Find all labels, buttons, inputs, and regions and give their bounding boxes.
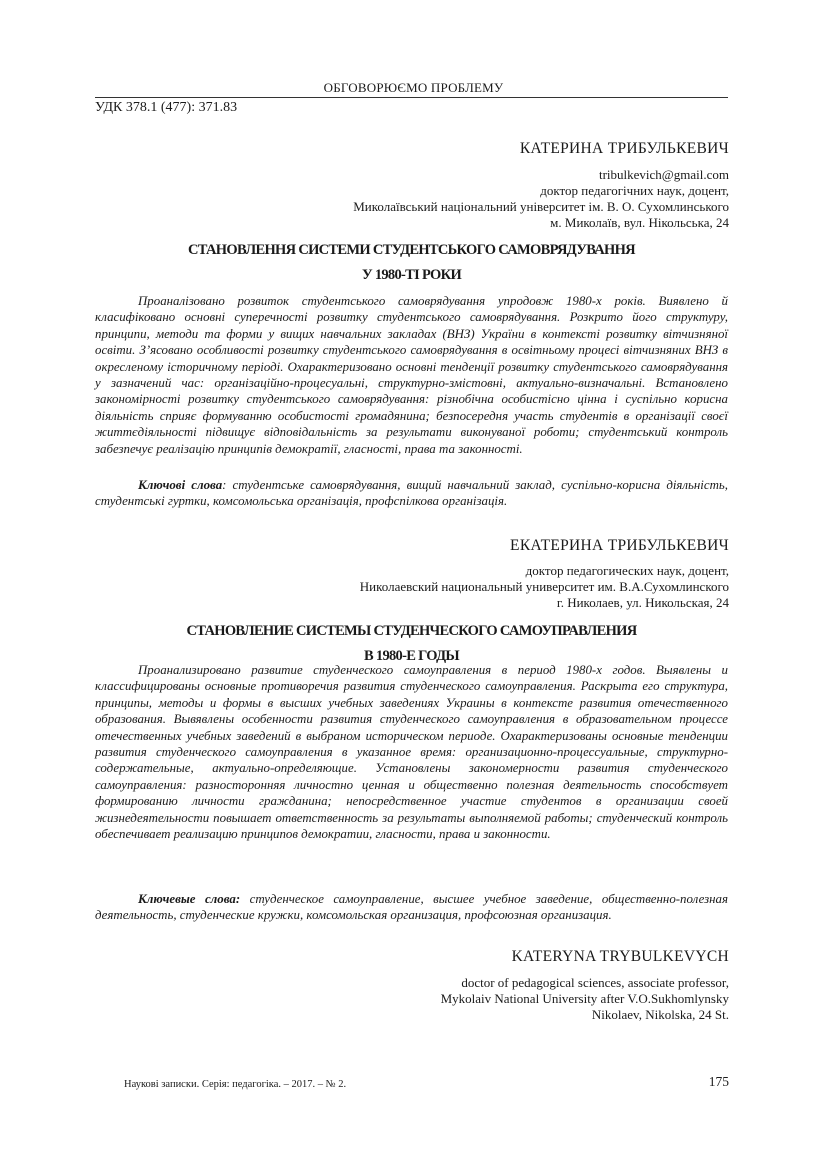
header-divider xyxy=(95,97,728,98)
abstract-uk: Проаналізовано розвиток студентського самоврядування упродовж 1980-х років. Виявлено й класифіковано основні суперечності розвитку студентського самоврядування. Розкрито його структуру, принципи, методи та форми у вищих навчальних закладах (ВНЗ) України в контексті розвитку вітчизняної освіти. З’ясовано особливості розвитку студентського самоврядування в освітньому процесі вітчизняних ВНЗ в окресленому історичному періоді. Охарактеризовано основні тенденції розвитку студентського самоврядування у зазначений час: організаційно-процесуальні, структурно-змістовні, актуально-визначальні. Встановлено закономірності розвитку студентського самоврядування: різнобічна особистісно цінна і суспільно корисна діяльність сприяє формуванню особистості громадянина; безпосередня участь студентів в організації своєї життєдіяльності підвищує відповідальність за результати виконуваної роботи; студентський контроль забезпечує реалізацію принципів демократії, гласності, права та законності. xyxy=(95,294,728,456)
author-degree: доктор педагогических наук, доцент, xyxy=(525,563,729,578)
keywords-uk xyxy=(95,477,728,510)
keywords-label: Ключевые слова: xyxy=(138,892,241,906)
keywords-label: Ключові слова xyxy=(138,478,223,492)
keywords-text: : студентське самоврядування, вищий навчальний заклад, суспільно-корисна діяльність, студентські гуртки, комсомольська організація, профспілкова організація. xyxy=(95,478,728,509)
author-affiliation-en xyxy=(441,975,729,1023)
author-university: Николаевский национальный университет им. В.А.Сухомлинского xyxy=(359,579,729,594)
author-name-uk: КАТЕРИНА ТРИБУЛЬКЕВИЧ xyxy=(519,140,729,157)
section-title: ОБГОВОРЮЄМО ПРОБЛЕМУ xyxy=(323,80,504,95)
keywords-ru xyxy=(95,891,728,924)
udk-code: УДК 378.1 (477): 371.83 xyxy=(95,100,238,115)
title-line-2: В 1980-Е ГОДЫ xyxy=(364,648,459,664)
title-line-1: СТАНОВЛЕННЯ СИСТЕМИ СТУДЕНТСЬКОГО САМОВРЯДУВАННЯ xyxy=(188,242,635,258)
journal-citation: Наукові записки. Серія: педагогіка. – 2017. – № 2. xyxy=(124,1079,347,1090)
author-affiliation-ru xyxy=(360,563,729,611)
title-line-1: СТАНОВЛЕНИЕ СИСТЕМЫ СТУДЕНЧЕСКОГО САМОУПРАВЛЕНИЯ xyxy=(186,623,637,639)
author-email: tribulkevich@gmail.com xyxy=(598,167,729,182)
keywords-text: студенческое самоуправление, высшее учебное заведение, общественно-полезная деятельность, студенческие кружки, комсомольская организация, профсоюзная организация. xyxy=(95,892,728,923)
author-address: Nikolaev, Nikolska, 24 St. xyxy=(591,1007,729,1022)
author-affiliation-uk xyxy=(353,167,729,231)
author-address: м. Миколаїв, вул. Нікольська, 24 xyxy=(550,215,729,230)
author-address: г. Николаев, ул. Никольская, 24 xyxy=(556,595,729,610)
page-number: 175 xyxy=(708,1074,729,1089)
title-line-2: У 1980-ТІ РОКИ xyxy=(361,267,462,283)
author-university: Mykolaiv National University after V.O.Sukhomlynsky xyxy=(440,991,729,1006)
abstract-ru: Проанализировано развитие студенческого самоуправления в период 1980-х годов. Выявлены и классифицированы основные противоречия развития студенческого самоуправления. Раскрыта его структура, принципы, методы и формы в высших учебных заведениях Украины в контексте развития отечественного образования. Вывявлены особенности развития студенческого самоуправления в образовательном процессе отечественных учебных заведений в выбраном историческом периоде. Охарактеризованы основные тенденции развития студенческого самоуправления в указанное время: организационно-процессуальные, структурно-содержательные, актуально-определяющие. Установлены закономерности развития студенческого самоуправления: разносторонняя личностно ценная и общественно полезная деятельность способствует формированию личности гражданина; непосредственное участие студентов в организации своей жизнедеятельности повышает ответственность за результаты выполняемой работы; студенческий контроль обеспечивает реализацию принципов демократии, гласности, права и законности. xyxy=(95,663,728,842)
article-title-uk xyxy=(95,239,728,286)
article-title-ru xyxy=(95,620,728,667)
author-name-ru: ЕКАТЕРИНА ТРИБУЛЬКЕВИЧ xyxy=(510,537,729,554)
author-degree: доктор педагогічних наук, доцент, xyxy=(540,183,729,198)
author-degree: doctor of pedagogical sciences, associate professor, xyxy=(461,975,729,990)
author-university: Миколаївський національний університет ім. В. О. Сухомлинського xyxy=(353,199,729,214)
author-name-en: KATERYNA TRYBULKEVYCH xyxy=(511,948,729,965)
